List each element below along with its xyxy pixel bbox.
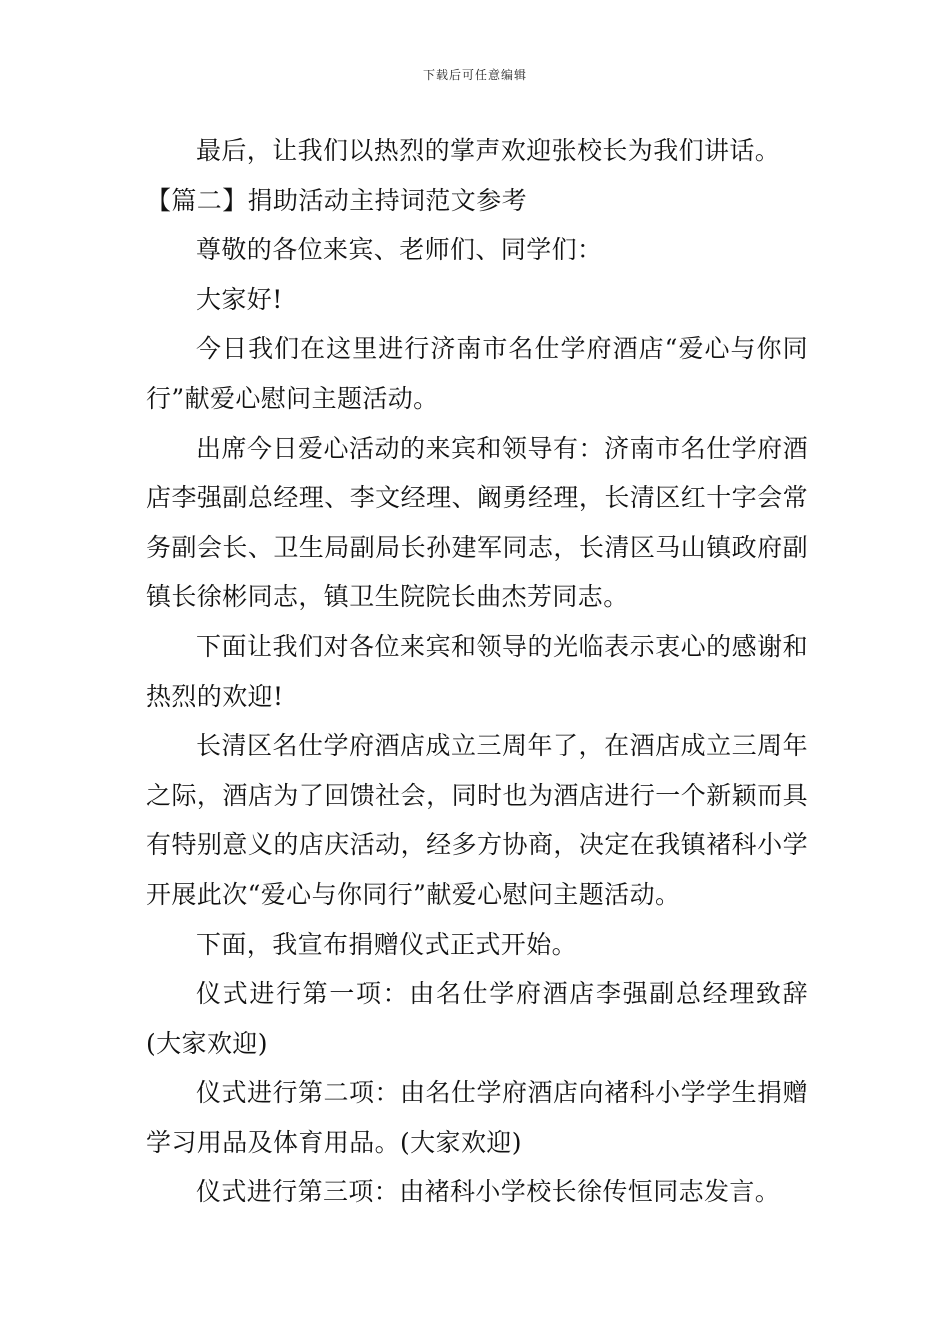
section-heading: 【篇二】捐助活动主持词范文参考 (146, 185, 528, 215)
paragraph-closing: 最后，让我们以热烈的掌声欢迎张校长为我们讲话。 (196, 136, 781, 165)
paragraph-salutation: 尊敬的各位来宾、老师们、同学们： (196, 235, 603, 265)
paragraph-guests: 出席今日爱心活动的来宾和领导有：济南市名仕学府酒店李强副总经理、李文经理、阚勇经理，长清区红十字会常务副会长、卫生局副局长孙建军同志，长清区马山镇政府副镇长徐彬同志，镇卫生院院长曲杰芳同志。 (146, 433, 808, 612)
paragraph-intro: 今日我们在这里进行济南市名仕学府酒店“爱心与你同行”献爱心慰问主题活动。 (146, 334, 808, 413)
paragraph-background: 长清区名仕学府酒店成立三周年了，在酒店成立三周年之际，酒店为了回馈社会，同时也为酒店进行一个新颖而具有特别意义的店庆活动，经多方协商，决定在我镇褚科小学开展此次“爱心与你同行”献爱心慰问主题活动。 (146, 731, 808, 909)
paragraph-announcement: 下面，我宣布捐赠仪式正式开始。 (196, 929, 578, 959)
paragraph-item-one: 仪式进行第一项：由名仕学府酒店李强副总经理致辞(大家欢迎) (146, 979, 808, 1058)
page-header: 下载后可任意编辑 (422, 68, 527, 82)
paragraph-item-two: 仪式进行第二项：由名仕学府酒店向褚科小学学生捐赠学习用品及体育用品。(大家欢迎) (146, 1078, 808, 1157)
document-body (146, 126, 808, 1217)
paragraph-greeting: 大家好! (196, 284, 283, 314)
paragraph-thanks: 下面让我们对各位来宾和领导的光临表示衷心的感谢和热烈的欢迎! (146, 631, 808, 711)
paragraph-item-three: 仪式进行第三项：由褚科小学校长徐传恒同志发言。 (196, 1177, 781, 1207)
